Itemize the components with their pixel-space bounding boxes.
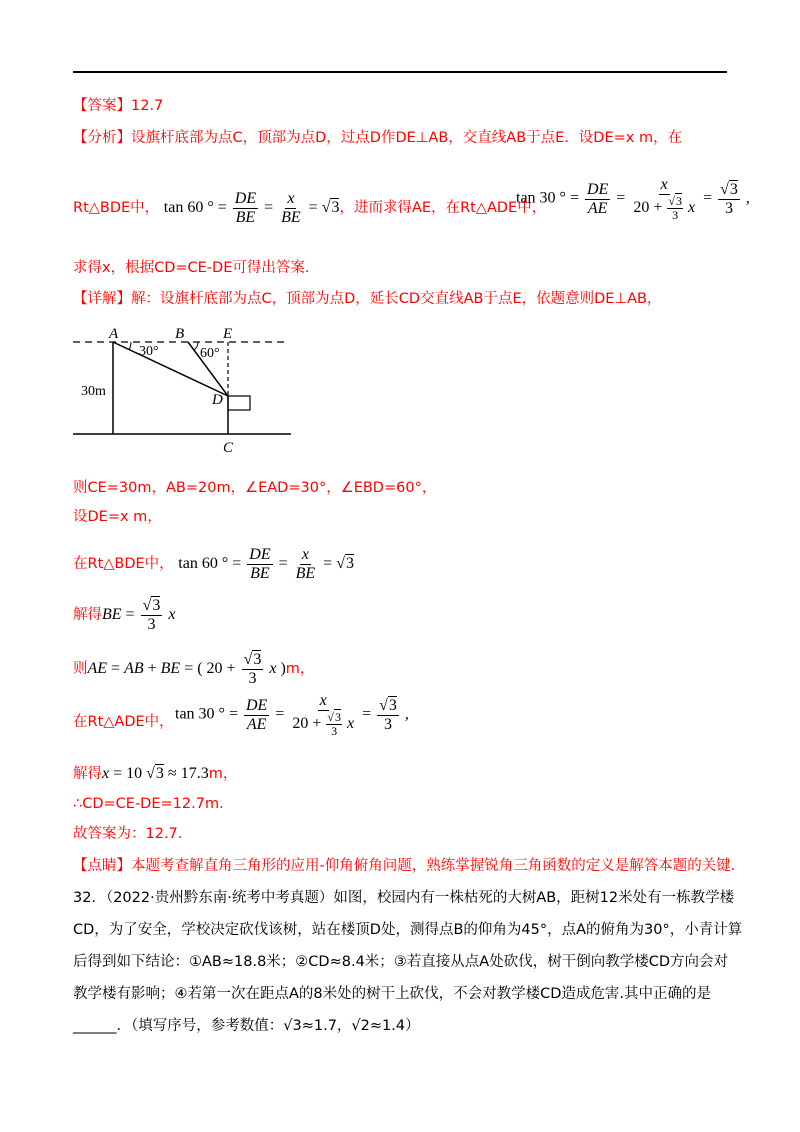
label-c: C xyxy=(223,440,234,456)
detail-solve-x: 解得 xyxy=(73,766,102,782)
detail-final: 故答案为：12.7． xyxy=(73,826,193,842)
question-line-5 xyxy=(73,1016,420,1036)
analysis-text-1: 设旗杆底部为点C，顶部为点D，过点D作DE⊥AB，交直线AB于点E．设DE=x m，在 xyxy=(131,130,683,146)
detail-ae-formula: AE = AB + BE = ( 20 + $\frac{√3}{3}$ x ) xyxy=(87,651,286,687)
answer-value: 12.7 xyxy=(131,98,164,114)
comment-label: 【点睛】 xyxy=(73,858,131,874)
geometry-figure xyxy=(73,322,303,457)
detail-given: 则CE=30m，AB=20m，∠EAD=30°，∠EBD=60°， xyxy=(73,480,437,496)
detail-then-ae: 则 xyxy=(73,661,88,678)
top-rule xyxy=(73,71,727,73)
label-angle-30: 30° xyxy=(139,344,159,359)
question-text-4: 教学楼有影响；④若第一次在距点A的8米处的树干上砍伐，不会对教学楼CD造成危害.其中正确的是 xyxy=(73,986,712,1002)
detail-final-line xyxy=(73,824,192,844)
question-text-2: CD，为了安全，学校决定砍伐该树，站在楼顶D处，测得点B的仰角为45°，点A的俯角为30°，小青计算 xyxy=(73,922,743,938)
detail-given-line xyxy=(73,478,436,498)
detail-result-line xyxy=(73,794,234,814)
detail-in-ade: 在Rt△ADE中， xyxy=(73,714,174,730)
analysis-text-2a: Rt△BDE中， xyxy=(73,200,160,217)
question-line-2 xyxy=(73,920,742,940)
comment-text: 本题考查解直角三角形的应用-仰角俯角问题，熟练掌握锐角三角函数的定义是解答本题的关键． xyxy=(131,858,746,874)
analysis-text-3: 求得x，根据CD=CE-DE可得出答案． xyxy=(73,260,320,276)
detail-ade-line xyxy=(73,692,409,738)
detail-x-formula: x = 10 √3 ≈ 17.3 xyxy=(102,765,209,782)
label-a: A xyxy=(109,326,119,342)
analysis-line-1 xyxy=(73,128,682,148)
detail-tan30-formula: tan 30 ° = $\frac{DE}{AE}$ = x 20 + $\frac{√3}{3}$ x = $\frac{√3}{3}$ , xyxy=(175,692,409,738)
detail-be-formula: BE = $\frac{√3}{3}$ x xyxy=(102,597,176,633)
analysis-line-3 xyxy=(73,258,319,278)
question-text-5: ______．（填写序号，参考数值：√3≈1.7，√2≈1.4） xyxy=(73,1018,420,1034)
detail-let-line xyxy=(73,507,162,527)
detail-be-line xyxy=(73,597,175,634)
detail-intro: 解：设旗杆底部为点C，顶部为点D，延长CD交直线AB于点E，依题意则DE⊥AB， xyxy=(131,291,662,307)
answer-label: 【答案】 xyxy=(73,98,131,114)
question-line-1 xyxy=(73,888,734,908)
label-b: B xyxy=(175,326,185,342)
analysis-line-2 xyxy=(73,176,750,227)
label-e: E xyxy=(223,326,233,342)
detail-result: ∴CD=CE-DE=12.7m． xyxy=(73,796,234,812)
answer-line xyxy=(73,96,163,116)
question-text-1: （2022·贵州黔东南·统考中考真题）如图，校园内有一株枯死的大树AB，距树12米处有一栋教学楼 xyxy=(105,890,735,906)
question-number: 32． xyxy=(73,890,106,906)
detail-intro-line xyxy=(73,289,661,309)
analysis-tan30-formula: tan 30 ° = $\frac{DE}{AE}$ = x 20 + $\frac{√3}{3}$ x = $\frac{√3}{3}$ , xyxy=(516,176,750,222)
question-line-4 xyxy=(73,984,711,1004)
label-angle-60: 60° xyxy=(200,346,220,361)
detail-tan60-formula: tan 60 ° = $\frac{DE}{BE}$ = $\frac{x}{BE}$ = √3 xyxy=(178,546,354,582)
analysis-label: 【分析】 xyxy=(73,130,131,146)
detail-in-bde: 在Rt△BDE中， xyxy=(73,556,174,573)
label-height: 30m xyxy=(81,384,106,399)
detail-solve-be: 解得 xyxy=(73,607,102,624)
detail-x-line: 解得x = 10 √3 ≈ 17.3m， xyxy=(73,765,238,782)
question-line-3 xyxy=(73,952,728,972)
comment-line xyxy=(73,856,745,876)
analysis-tan60-formula: tan 60 ° = $\frac{DE}{BE}$ = $\frac{x}{BE}$ = √3 xyxy=(163,190,340,226)
detail-ae-line: 则AE = AB + BE = ( 20 + $\frac{√3}{3}$ x )m， xyxy=(73,651,315,687)
analysis-text-2b: ，进而求得AE，在Rt△ADE中， xyxy=(339,200,547,217)
question-text-3: 后得到如下结论：①AB≈18.8米；②CD≈8.4米；③若直接从点A处砍伐，树干倒向教学楼CD方向会对 xyxy=(73,954,729,970)
detail-let: 设DE=x m， xyxy=(73,509,162,525)
detail-bde-line xyxy=(73,546,354,583)
detail-label: 【详解】 xyxy=(73,291,131,307)
label-d: D xyxy=(212,392,223,408)
